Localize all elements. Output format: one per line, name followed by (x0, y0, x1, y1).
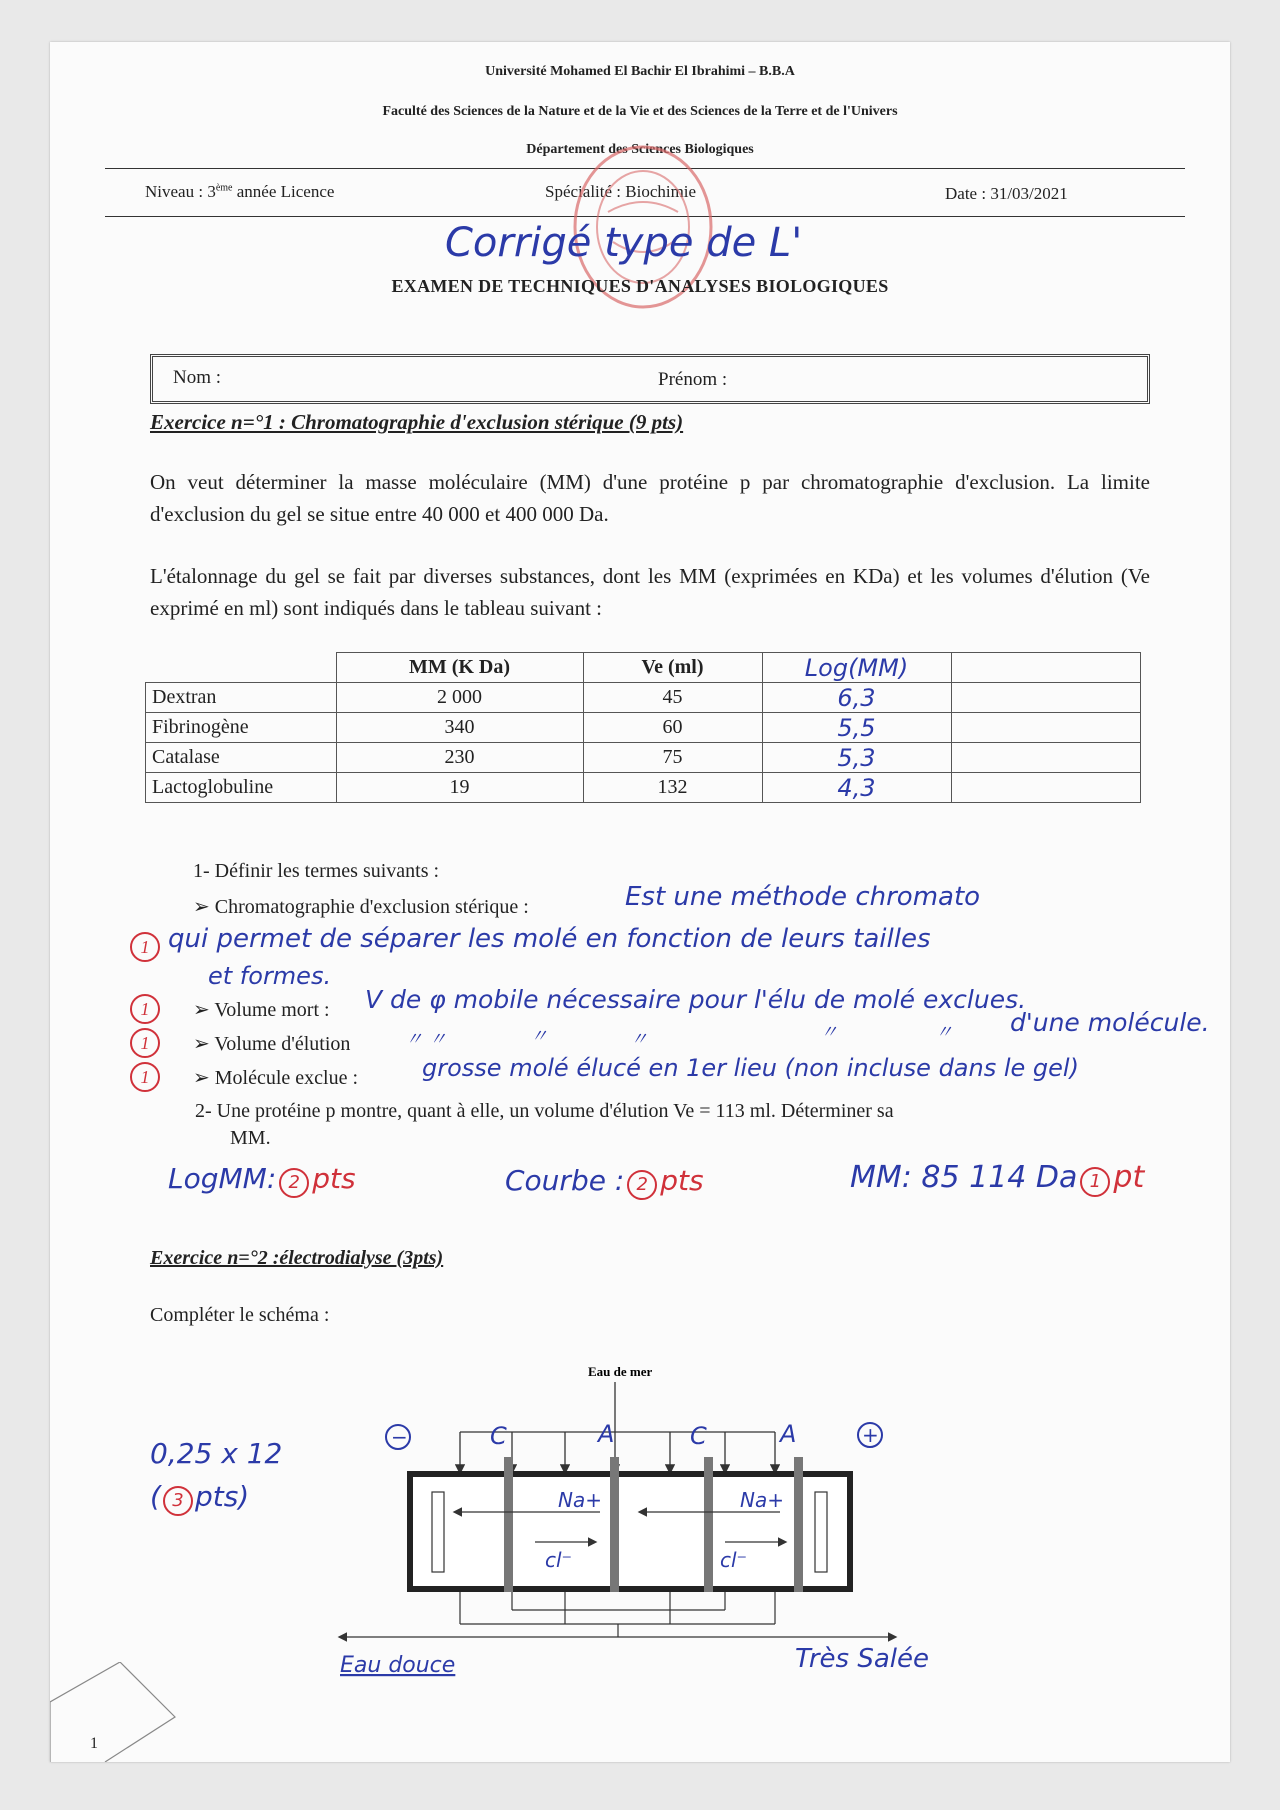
table-cell: 19 (336, 773, 583, 803)
prenom-label: Prénom : (658, 369, 728, 390)
ditto-mark: 〃 (630, 1029, 648, 1050)
ditto-mark: 〃 (530, 1026, 548, 1047)
table-row (146, 683, 1141, 713)
cathode-electrode (432, 1492, 444, 1572)
calibration-table (145, 652, 1141, 803)
point-mark: 1 (130, 1028, 160, 1058)
exercise2-title: Exercice n=°2 :électrodialyse (3pts) (150, 1247, 444, 1269)
table-cell (951, 743, 1140, 773)
department-name: Département des Sciences Biologiques (526, 142, 754, 157)
niveau: Niveau : 3ème année Licence (145, 182, 335, 201)
exam-title: EXAMEN DE TECHNIQUES D'ANALYSES BIOLOGIQUES (391, 276, 889, 296)
question2-line1: 2- Une protéine p montre, quant à elle, un volume d'élution Ve = 113 ml. Déterminer sa (195, 1100, 894, 1122)
chloride-ion-label: cl⁻ (545, 1548, 573, 1572)
table-header-cell (146, 653, 337, 683)
question2-line2: MM. (230, 1127, 271, 1149)
ditto-mark: 〃 〃 (405, 1029, 447, 1050)
answer-volume-elution: d'une molécule. (1010, 1008, 1210, 1037)
membrane-label: A (598, 1420, 615, 1448)
exam-date: Date : 31/03/2021 (945, 184, 1068, 203)
item-volume-elution: ➢ Volume d'élution (193, 1033, 351, 1055)
faculty-name: Faculté des Sciences de la Nature et de la Vie et des Sciences de la Terre et de l'Univers (382, 104, 898, 119)
ditto-mark: 〃 (820, 1022, 838, 1043)
plus-label: + (862, 1423, 879, 1447)
table-cell: 60 (583, 713, 762, 743)
table-cell (951, 773, 1140, 803)
table-cell: 5,3 (762, 743, 951, 773)
membrane-a1 (610, 1457, 619, 1592)
table-cell: Catalase (146, 743, 337, 773)
membrane-c2 (704, 1457, 713, 1592)
exercise2-instruction: Compléter le schéma : (150, 1304, 330, 1326)
handwritten-correction-title: Corrigé type de L' (445, 220, 803, 266)
sodium-ion-label: Na+ (558, 1488, 602, 1512)
answer-chromatographie-2: qui permet de séparer les molé en fonction de leurs tailles (168, 924, 931, 954)
table-row (146, 773, 1141, 803)
answer-molecule-exclue: grosse molé élucé en 1er lieu (non incluse dans le gel) (422, 1054, 1079, 1082)
answer-chromatographie-1: Est une méthode chromato (625, 882, 981, 912)
table-header-cell (951, 653, 1140, 683)
inlet-label: Eau de mer (588, 1364, 653, 1379)
table-cell: 75 (583, 743, 762, 773)
table-row (146, 743, 1141, 773)
exercise2-score-formula: 0,25 x 12 (150, 1437, 283, 1470)
anode-electrode (815, 1492, 827, 1572)
table-cell: 230 (336, 743, 583, 773)
score-courbe: Courbe : 2 pts (505, 1164, 704, 1200)
outlet-eau-douce: Eau douce (340, 1653, 456, 1678)
answer-chromatographie-3: et formes. (208, 962, 332, 990)
table-cell: Dextran (146, 683, 337, 713)
table-header-cell: Log(MM) (762, 653, 951, 683)
table-header-cell: MM (K Da) (336, 653, 583, 683)
outlet-tres-salee: Très Salée (795, 1644, 930, 1674)
membrane-label: C (690, 1422, 707, 1450)
exercise1-para2: L'étalonnage du gel se fait par diverses substances, dont les MM (exprimées en KDa) et les volumes d'élution (Ve exprimé en ml) sont indiqués dans le tableau suivant : (150, 564, 1150, 620)
table-cell: 6,3 (762, 683, 951, 713)
student-name-box (150, 354, 1150, 404)
page-corner-fold (50, 1662, 180, 1762)
score-logmm: LogMM: 2 pts (168, 1162, 356, 1198)
question1: 1- Définir les termes suivants : (193, 860, 440, 882)
page-number: 1 (90, 1735, 98, 1752)
table-cell: Lactoglobuline (146, 773, 337, 803)
membrane-c1 (504, 1457, 513, 1592)
specialite: Spécialité : Biochimie (545, 182, 697, 201)
table-header-row (146, 653, 1141, 683)
table-cell: Fibrinogène (146, 713, 337, 743)
table-cell: 2 000 (336, 683, 583, 713)
membrane-label: C (490, 1422, 507, 1450)
table-cell: 4,3 (762, 773, 951, 803)
point-mark: 1 (130, 932, 160, 962)
membrane-label: A (780, 1420, 797, 1448)
table-cell: 340 (336, 713, 583, 743)
table-row (146, 713, 1141, 743)
university-name: Université Mohamed El Bachir El Ibrahimi – B.B.A (485, 64, 795, 79)
table-cell: 45 (583, 683, 762, 713)
sodium-ion-label: Na+ (740, 1488, 784, 1512)
table-cell (951, 683, 1140, 713)
point-mark: 1 (130, 1062, 160, 1092)
chloride-ion-label: cl⁻ (720, 1548, 748, 1572)
nom-label: Nom : (173, 367, 222, 388)
table-cell: 5,5 (762, 713, 951, 743)
dialysis-cell (410, 1474, 850, 1589)
exercise1-title: Exercice n=°1 : Chromatographie d'exclusion stérique (9 pts) (150, 410, 684, 434)
point-mark: 1 (130, 994, 160, 1024)
electrodialysis-diagram (320, 1362, 940, 1732)
membrane-a2 (794, 1457, 803, 1592)
exam-page (50, 42, 1230, 1762)
item-chromatographie: ➢ Chromatographie d'exclusion stérique : (193, 896, 529, 918)
minus-label: − (391, 1425, 408, 1449)
exercise1-para1: On veut déterminer la masse moléculaire (MM) d'une protéine p par chromatographie d'exclusion. La limite d'exclusion du gel se situe entre 40 000 et 400 000 Da. (150, 470, 1150, 526)
table-header-cell: Ve (ml) (583, 653, 762, 683)
table-cell (951, 713, 1140, 743)
ditto-mark: 〃 (935, 1022, 953, 1043)
table-cell: 132 (583, 773, 762, 803)
item-volume-mort: ➢ Volume mort : (193, 999, 330, 1021)
item-molecule-exclue: ➢ Molécule exclue : (193, 1067, 359, 1089)
exercise2-score-total: ( 3 pts) (150, 1480, 249, 1516)
answer-volume-mort: V de φ mobile nécessaire pour l'élu de molé exclues. (365, 985, 1027, 1014)
score-mm: MM: 85 114 Da 1 pt (850, 1160, 1145, 1195)
